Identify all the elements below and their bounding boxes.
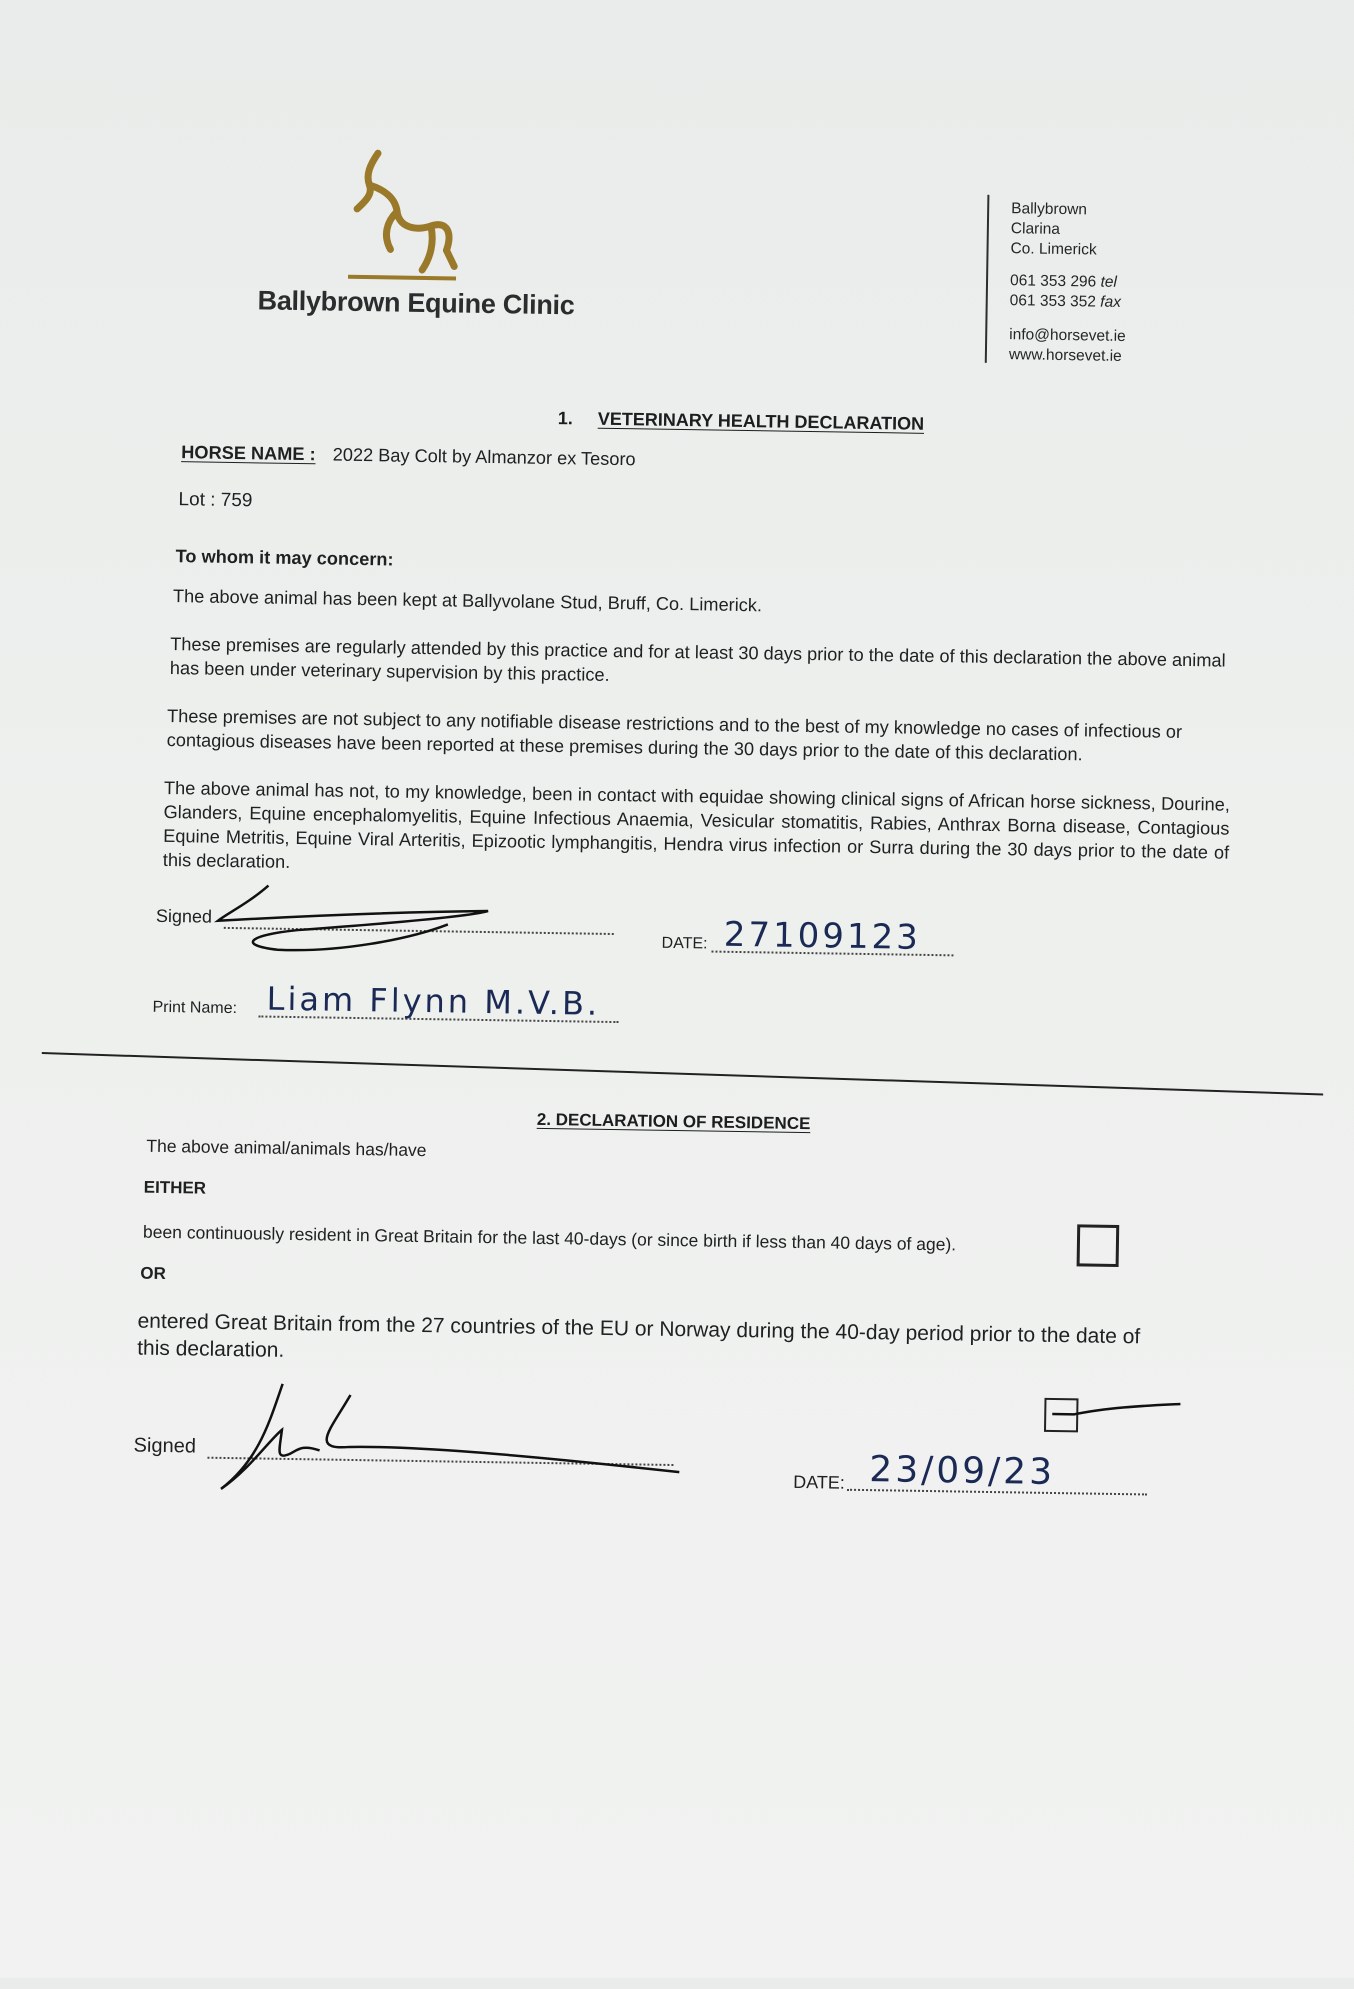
section2-intro: The above animal/animals has/have [146, 1135, 427, 1161]
paragraph-kept-at: The above animal has been kept at Ballyvolane Stud, Bruff, Co. Limerick. [172, 586, 763, 616]
email: info@horsevet.ie [1009, 326, 1126, 345]
address-line-3: Co. Limerick [1010, 240, 1097, 259]
vet-signature [207, 873, 508, 968]
print-name-value: Liam Flynn M.V.B. [266, 979, 601, 1023]
date-value-2: 23/09/23 [869, 1449, 1056, 1494]
owner-signature [209, 1379, 691, 1507]
lot-number: Lot : 759 [178, 489, 253, 512]
print-name-label: Print Name: [152, 998, 238, 1018]
signed-label-1: Signed [155, 905, 213, 927]
paragraph-restrictions: These premises are not subject to any notifiable disease restrictions and to the best of my knowledge no cases of infectious or contagious diseases have been reported at these premises during the 30 days prior to the date of this declaration. [166, 705, 1183, 765]
phone-tel-number: 061 353 296 [1009, 272, 1097, 291]
phone-tel-label: tel [1100, 273, 1118, 291]
section-divider [42, 1052, 1323, 1095]
section1-number: 1. [557, 408, 574, 429]
horse-name-label: HORSE NAME : [181, 442, 316, 465]
section1-title: VETERINARY HEALTH DECLARATION [597, 408, 925, 434]
section2-title: 2. DECLARATION OF RESIDENCE [536, 1109, 811, 1134]
either-label: EITHER [143, 1177, 207, 1198]
option2-text: entered Great Britain from the 27 countries of the EU or Norway during the 40-day period prior to the date of this declaration. [137, 1309, 1141, 1362]
option1-checkbox[interactable] [1077, 1224, 1120, 1267]
option1-text: been continuously resident in Great Britain for the last 40-days (or since birth if less than 40 days of age). [142, 1221, 957, 1255]
date-label-1: DATE: [661, 934, 708, 953]
clinic-name: Ballybrown Equine Clinic [257, 285, 575, 321]
date-value-1: 27109123 [723, 914, 922, 958]
paragraph-contact: The above animal has not, to my knowledge, been in contact with equidae showing clinical signs of African horse sickness, Dourine, Glanders, Equine encephalomyelitis, Equine Infectious Anaemia, Vesicular stomatitis, Rabies, Anthrax Borna disease, Contagious Equine Metritis, Equine Viral Arteritis, Epizootic lymphangitis, Hendra virus infection or Surra during the 30 days prior to the date of this declaration. [162, 777, 1231, 872]
website: www.horsevet.ie [1008, 346, 1122, 365]
or-label: OR [140, 1263, 167, 1284]
horse-name-row [181, 440, 636, 471]
paragraph-supervision: These premises are regularly attended by this practice and for at least 30 days prior to the date of this declaration the above animal has been under veterinary supervision by this practice. [169, 634, 1226, 685]
horse-logo-icon [338, 145, 470, 287]
phone-fax-label: fax [1100, 293, 1122, 311]
address-line-1: Ballybrown [1011, 200, 1088, 219]
greeting: To whom it may concern: [175, 546, 394, 570]
horse-name-value: 2022 Bay Colt by Almanzor ex Tesoro [332, 444, 636, 470]
phone-fax-number: 061 353 352 [1009, 292, 1097, 311]
check-mark-icon [1050, 1396, 1181, 1438]
phone-tel [1010, 271, 1117, 293]
option2-checkbox[interactable] [1044, 1398, 1079, 1433]
date-label-2: DATE: [793, 1471, 845, 1493]
address-divider [985, 195, 990, 363]
signed-label-2: Signed [133, 1434, 197, 1458]
address-line-2: Clarina [1010, 220, 1061, 238]
phone-fax [1010, 291, 1122, 313]
